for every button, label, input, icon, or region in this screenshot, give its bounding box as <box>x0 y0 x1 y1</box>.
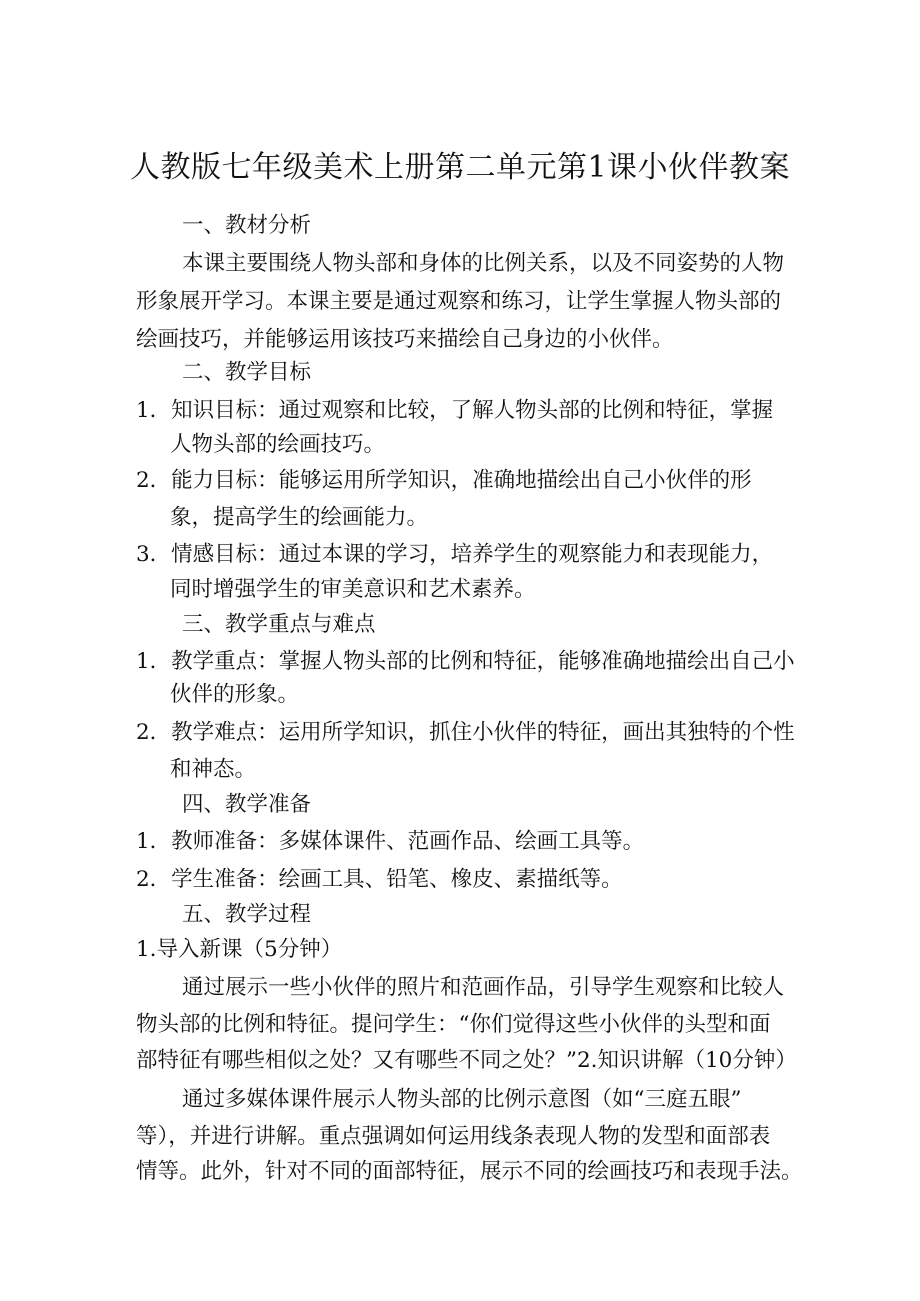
section-heading-teaching-process: 五、教学过程 <box>182 902 312 927</box>
list-item-continuation: 和神态。 <box>170 757 257 782</box>
paragraph-line: 本课主要围绕人物头部和身体的比例关系，以及不同姿势的人物 <box>182 251 785 276</box>
section-heading-preparation: 四、教学准备 <box>182 792 312 817</box>
list-item: 1．教学重点：掌握人物头部的比例和特征，能够准确地描绘出自己小 <box>136 649 795 674</box>
list-item-continuation: 象，提高学生的绘画能力。 <box>170 505 429 530</box>
list-item: 2．学生准备：绘画工具、铅笔、橡皮、素描纸等。 <box>136 867 623 892</box>
list-item: 3．情感目标：通过本课的学习，培养学生的观察能力和表现能力， <box>136 542 774 567</box>
subsection-heading: 1.导入新课（5分钟） <box>136 937 343 962</box>
section-heading-key-points: 三、教学重点与难点 <box>182 612 376 637</box>
document-title: 人教版七年级美术上册第二单元第1课小伙伴教案 <box>129 150 791 185</box>
paragraph-line: 绘画技巧，并能够运用该技巧来描绘自己身边的小伙伴。 <box>136 327 674 352</box>
list-item-continuation: 伙伴的形象。 <box>170 682 300 707</box>
list-item: 1．教师准备：多媒体课件、范画作品、绘画工具等。 <box>136 829 645 854</box>
list-item: 2．教学难点：运用所学知识，抓住小伙伴的特征，画出其独特的个性 <box>136 720 795 745</box>
list-item: 2．能力目标：能够运用所学知识，准确地描绘出自己小伙伴的形 <box>136 468 752 493</box>
list-item-continuation: 同时增强学生的审美意识和艺术素养。 <box>170 577 536 602</box>
paragraph-line: 情等。此外，针对不同的面部特征，展示不同的绘画技巧和表现手法。 <box>136 1159 803 1184</box>
list-item: 1．知识目标：通过观察和比较，了解人物头部的比例和特征，掌握 <box>136 398 774 423</box>
paragraph-line: 物头部的比例和特征。提问学生：“你们觉得这些小伙伴的头型和面 <box>136 1012 771 1037</box>
section-heading-material-analysis: 一、教材分析 <box>182 213 312 238</box>
paragraph-line: 部特征有哪些相似之处？又有哪些不同之处？”2.知识讲解（10分钟） <box>136 1048 797 1073</box>
section-heading-teaching-goals: 二、教学目标 <box>182 360 312 385</box>
paragraph-line: 等），并进行讲解。重点强调如何运用线条表现人物的发型和面部表 <box>136 1124 771 1149</box>
paragraph-line: 形象展开学习。本课主要是通过观察和练习，让学生掌握人物头部的 <box>136 289 782 314</box>
list-item-continuation: 人物头部的绘画技巧。 <box>170 432 386 457</box>
paragraph-line: 通过展示一些小伙伴的照片和范画作品，引导学生观察和比较人 <box>182 975 785 1000</box>
paragraph-line: 通过多媒体课件展示人物头部的比例示意图（如“三庭五眼” <box>182 1087 742 1112</box>
